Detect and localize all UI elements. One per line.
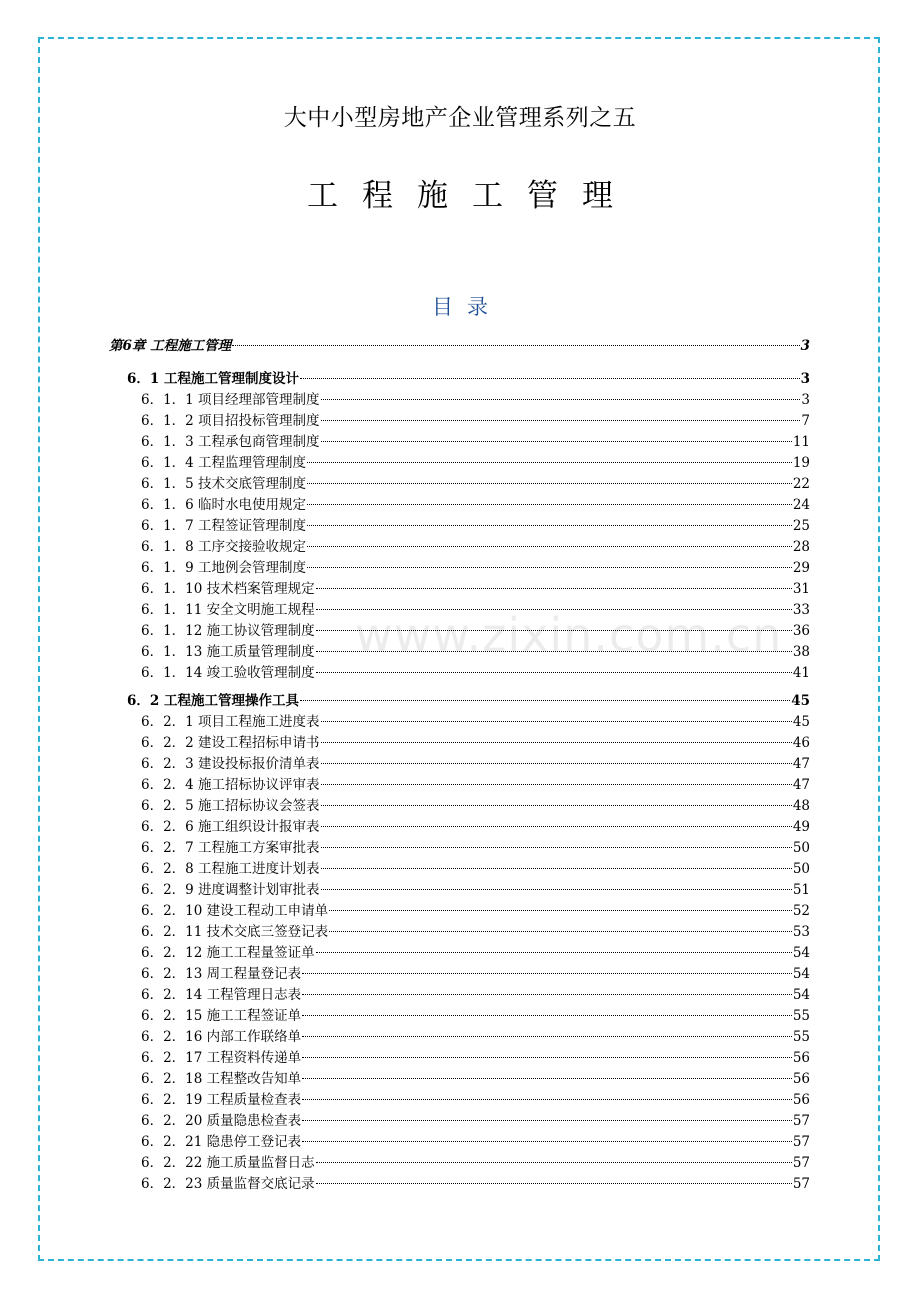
toc-leader bbox=[302, 1036, 792, 1037]
toc-item-entry[interactable] bbox=[109, 495, 810, 516]
toc-leader bbox=[302, 1099, 792, 1100]
toc-leader bbox=[321, 420, 801, 421]
toc-section-entry-label: 6．2 工程施工管理操作工具 bbox=[127, 693, 299, 709]
toc-leader bbox=[321, 889, 792, 890]
toc-item-entry[interactable] bbox=[109, 901, 810, 922]
toc-leader bbox=[316, 609, 792, 610]
toc-item-entry-page: 25 bbox=[792, 518, 810, 534]
toc-item-entry[interactable] bbox=[109, 880, 810, 901]
toc-leader bbox=[232, 345, 800, 346]
toc-leader bbox=[302, 973, 792, 974]
toc-item-entry-page: 36 bbox=[792, 623, 810, 639]
toc-section-entry[interactable] bbox=[109, 369, 810, 390]
toc-leader bbox=[302, 1015, 792, 1016]
toc-item-entry[interactable] bbox=[109, 642, 810, 663]
toc-leader bbox=[321, 805, 792, 806]
toc-item-entry[interactable] bbox=[109, 453, 810, 474]
toc-item-entry[interactable] bbox=[109, 600, 810, 621]
toc-item-entry-page: 41 bbox=[792, 665, 810, 681]
toc-item-entry-page: 57 bbox=[792, 1134, 810, 1150]
table-of-contents bbox=[109, 336, 810, 1195]
toc-item-entry-label: 6．2．19 工程质量检查表 bbox=[141, 1092, 302, 1108]
toc-item-entry-label: 6．2．2 建设工程招标申请书 bbox=[141, 735, 320, 751]
toc-item-entry-label: 6．1．5 技术交底管理制度 bbox=[141, 476, 307, 492]
toc-item-entry-label: 6．2．15 施工工程签证单 bbox=[141, 1008, 302, 1024]
toc-leader bbox=[321, 721, 792, 722]
toc-item-entry-label: 6．2．8 工程施工进度计划表 bbox=[141, 861, 320, 877]
toc-item-entry[interactable] bbox=[109, 775, 810, 796]
toc-item-entry-page: 56 bbox=[792, 1071, 810, 1087]
toc-item-entry-page: 55 bbox=[792, 1029, 810, 1045]
toc-section-entry-label: 6．1 工程施工管理制度设计 bbox=[127, 371, 299, 387]
toc-item-entry[interactable] bbox=[109, 621, 810, 642]
toc-item-entry-page: 3 bbox=[801, 392, 810, 408]
toc-item-entry-page: 57 bbox=[792, 1155, 810, 1171]
toc-section-entry[interactable] bbox=[109, 691, 810, 712]
toc-heading: 目录 bbox=[432, 295, 502, 319]
toc-item-entry-label: 6．2．12 施工工程量签证单 bbox=[141, 945, 315, 961]
toc-item-entry-page: 46 bbox=[792, 735, 810, 751]
toc-item-entry[interactable] bbox=[109, 1153, 810, 1174]
toc-item-entry-label: 6．2．23 质量监督交底记录 bbox=[141, 1176, 315, 1192]
toc-item-entry-label: 6．2．4 施工招标协议评审表 bbox=[141, 777, 320, 793]
toc-item-entry-page: 48 bbox=[792, 798, 810, 814]
toc-leader bbox=[307, 567, 792, 568]
toc-item-entry-label: 6．2．17 工程资料传递单 bbox=[141, 1050, 302, 1066]
toc-leader bbox=[302, 1120, 792, 1121]
toc-item-entry[interactable] bbox=[109, 537, 810, 558]
toc-item-entry[interactable] bbox=[109, 474, 810, 495]
toc-item-entry[interactable] bbox=[109, 516, 810, 537]
toc-item-entry[interactable] bbox=[109, 1111, 810, 1132]
toc-item-entry-page: 19 bbox=[792, 455, 810, 471]
toc-item-entry-label: 6．2．6 施工组织设计报审表 bbox=[141, 819, 320, 835]
toc-item-entry-page: 45 bbox=[792, 714, 810, 730]
toc-item-entry[interactable] bbox=[109, 733, 810, 754]
toc-item-entry-label: 6．1．10 技术档案管理规定 bbox=[141, 581, 315, 597]
toc-leader bbox=[300, 378, 800, 379]
toc-item-entry-label: 6．1．3 工程承包商管理制度 bbox=[141, 434, 320, 450]
toc-item-entry[interactable] bbox=[109, 859, 810, 880]
toc-item-entry-label: 6．2．10 建设工程动工申请单 bbox=[141, 903, 329, 919]
watermark: www.zixin.com.cn bbox=[355, 608, 783, 662]
toc-item-entry-page: 28 bbox=[792, 539, 810, 555]
toc-leader bbox=[300, 700, 790, 701]
toc-item-entry-page: 57 bbox=[792, 1176, 810, 1192]
toc-item-entry-label: 6．1．14 竣工验收管理制度 bbox=[141, 665, 315, 681]
toc-item-entry-label: 6．1．1 项目经理部管理制度 bbox=[141, 392, 320, 408]
toc-leader bbox=[307, 546, 792, 547]
toc-leader bbox=[321, 763, 792, 764]
toc-leader bbox=[321, 826, 792, 827]
toc-item-entry[interactable] bbox=[109, 1174, 810, 1195]
toc-leader bbox=[316, 630, 792, 631]
toc-item-entry-page: 50 bbox=[792, 861, 810, 877]
toc-item-entry-label: 6．1．2 项目招投标管理制度 bbox=[141, 413, 320, 429]
toc-item-entry-label: 6．2．7 工程施工方案审批表 bbox=[141, 840, 320, 856]
toc-leader bbox=[316, 1183, 792, 1184]
toc-item-entry-page: 56 bbox=[792, 1092, 810, 1108]
toc-leader bbox=[302, 994, 792, 995]
toc-leader bbox=[329, 931, 792, 932]
toc-item-entry-label: 6．1．4 工程监理管理制度 bbox=[141, 455, 307, 471]
toc-item-entry-label: 6．2．18 工程整改告知单 bbox=[141, 1071, 302, 1087]
toc-item-entry-page: 38 bbox=[792, 644, 810, 660]
toc-item-entry-page: 50 bbox=[792, 840, 810, 856]
toc-item-entry[interactable] bbox=[109, 1006, 810, 1027]
toc-item-entry[interactable] bbox=[109, 1069, 810, 1090]
toc-item-entry-page: 55 bbox=[792, 1008, 810, 1024]
toc-item-entry-label: 6．1．6 临时水电使用规定 bbox=[141, 497, 307, 513]
toc-leader bbox=[316, 952, 792, 953]
toc-item-entry-page: 57 bbox=[792, 1113, 810, 1129]
series-title: 大中小型房地产企业管理系列之五 bbox=[283, 105, 637, 131]
toc-leader bbox=[307, 462, 792, 463]
toc-leader bbox=[307, 525, 792, 526]
toc-item-entry[interactable] bbox=[109, 943, 810, 964]
toc-leader bbox=[302, 1078, 792, 1079]
toc-item-entry-page: 47 bbox=[792, 756, 810, 772]
toc-item-entry-label: 6．1．9 工地例会管理制度 bbox=[141, 560, 307, 576]
toc-leader bbox=[316, 1162, 792, 1163]
toc-item-entry-label: 6．2．20 质量隐患检查表 bbox=[141, 1113, 302, 1129]
toc-leader bbox=[316, 651, 792, 652]
toc-item-entry-label: 6．2．22 施工质量监督日志 bbox=[141, 1155, 315, 1171]
toc-item-entry-page: 53 bbox=[792, 924, 810, 940]
toc-leader bbox=[321, 868, 792, 869]
toc-section-entry-page: 3 bbox=[800, 371, 810, 387]
toc-item-entry-label: 6．2．11 技术交底三签登记表 bbox=[141, 924, 329, 940]
toc-item-entry[interactable] bbox=[109, 558, 810, 579]
toc-item-entry[interactable] bbox=[109, 1090, 810, 1111]
toc-leader bbox=[316, 672, 792, 673]
toc-item-entry-page: 54 bbox=[792, 987, 810, 1003]
toc-item-entry-page: 22 bbox=[792, 476, 810, 492]
toc-item-entry[interactable] bbox=[109, 1048, 810, 1069]
toc-leader bbox=[321, 441, 792, 442]
toc-item-entry-page: 7 bbox=[801, 413, 810, 429]
toc-item-entry-label: 6．1．8 工序交接验收规定 bbox=[141, 539, 307, 555]
toc-item-entry[interactable] bbox=[109, 663, 810, 684]
toc-item-entry[interactable] bbox=[109, 579, 810, 600]
toc-leader bbox=[302, 1057, 792, 1058]
toc-section-entry-page: 45 bbox=[791, 693, 810, 709]
toc-leader bbox=[329, 910, 792, 911]
toc-chapter-page: 3 bbox=[800, 338, 810, 354]
toc-item-entry-label: 6．2．3 建设投标报价清单表 bbox=[141, 756, 320, 772]
toc-item-entry-label: 6．1．11 安全文明施工规程 bbox=[141, 602, 315, 618]
toc-item-entry-label: 6．1．12 施工协议管理制度 bbox=[141, 623, 315, 639]
toc-item-entry-label: 6．1．7 工程签证管理制度 bbox=[141, 518, 307, 534]
toc-item-entry[interactable] bbox=[109, 1027, 810, 1048]
toc-item-entry-page: 56 bbox=[792, 1050, 810, 1066]
toc-leader bbox=[321, 847, 792, 848]
toc-leader bbox=[316, 588, 792, 589]
toc-item-entry-label: 6．2．1 项目工程施工进度表 bbox=[141, 714, 320, 730]
toc-item-entry-label: 6．2．14 工程管理日志表 bbox=[141, 987, 302, 1003]
toc-item-entry-label: 6．1．13 施工质量管理制度 bbox=[141, 644, 315, 660]
toc-leader bbox=[321, 784, 792, 785]
toc-item-entry[interactable] bbox=[109, 754, 810, 775]
toc-item-entry-page: 54 bbox=[792, 945, 810, 961]
toc-item-entry-label: 6．2．13 周工程量登记表 bbox=[141, 966, 302, 982]
toc-item-entry[interactable] bbox=[109, 390, 810, 411]
toc-leader bbox=[307, 504, 792, 505]
toc-item-entry-page: 31 bbox=[792, 581, 810, 597]
toc-item-entry-label: 6．2．21 隐患停工登记表 bbox=[141, 1134, 302, 1150]
toc-item-entry-label: 6．2．5 施工招标协议会签表 bbox=[141, 798, 320, 814]
toc-leader bbox=[307, 483, 792, 484]
toc-item-entry-label: 6．2．9 进度调整计划审批表 bbox=[141, 882, 320, 898]
toc-item-entry[interactable] bbox=[109, 432, 810, 453]
toc-item-entry-page: 24 bbox=[792, 497, 810, 513]
toc-item-entry-page: 11 bbox=[792, 434, 810, 450]
toc-item-entry[interactable] bbox=[109, 1132, 810, 1153]
toc-leader bbox=[321, 399, 801, 400]
toc-chapter-entry[interactable] bbox=[109, 336, 810, 357]
toc-item-entry[interactable] bbox=[109, 817, 810, 838]
toc-item-entry[interactable] bbox=[109, 796, 810, 817]
toc-chapter-label: 第6章 工程施工管理 bbox=[109, 338, 232, 354]
toc-item-entry[interactable] bbox=[109, 922, 810, 943]
toc-item-entry-page: 51 bbox=[792, 882, 810, 898]
toc-leader bbox=[321, 742, 792, 743]
toc-item-entry-page: 54 bbox=[792, 966, 810, 982]
toc-item-entry[interactable] bbox=[109, 411, 810, 432]
toc-item-entry-page: 52 bbox=[792, 903, 810, 919]
document-title: 工程施工管理 bbox=[307, 178, 637, 214]
toc-item-entry[interactable] bbox=[109, 964, 810, 985]
toc-item-entry-page: 47 bbox=[792, 777, 810, 793]
toc-item-entry[interactable] bbox=[109, 838, 810, 859]
toc-item-entry-label: 6．2．16 内部工作联络单 bbox=[141, 1029, 302, 1045]
toc-item-entry-page: 33 bbox=[792, 602, 810, 618]
toc-item-entry-page: 49 bbox=[792, 819, 810, 835]
toc-item-entry[interactable] bbox=[109, 712, 810, 733]
toc-item-entry[interactable] bbox=[109, 985, 810, 1006]
toc-item-entry-page: 29 bbox=[792, 560, 810, 576]
toc-leader bbox=[302, 1141, 792, 1142]
